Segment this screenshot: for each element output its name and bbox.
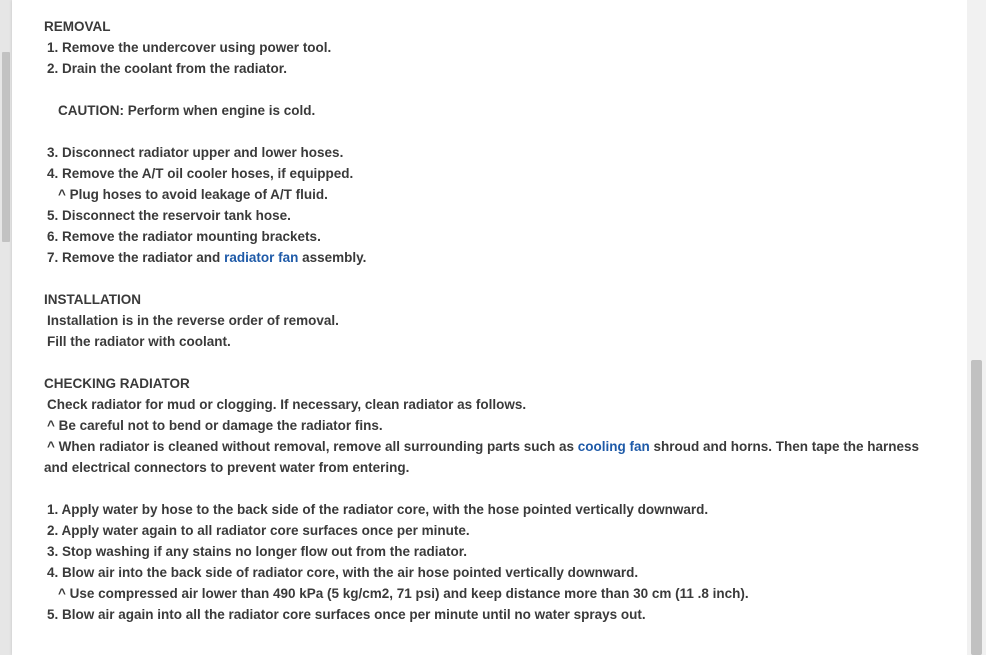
removal-step-7-text: 7. Remove the radiator and [47,250,225,265]
removal-step-3: 3. Disconnect radiator upper and lower hoses. [47,145,344,160]
checking-step-3: 3. Stop washing if any stains no longer flow out from the radiator. [47,544,468,559]
right-scrollbar-thumb[interactable] [971,360,982,655]
removal-step-6: 6. Remove the radiator mounting brackets. [47,229,321,244]
spacer [44,79,944,100]
service-procedure [44,16,944,625]
caution-note: CAUTION: Perform when engine is cold. [58,103,316,118]
checking-note-2-suffix: shroud and horns. Then tape the harness and electrical connectors to prevent water from entering. [44,439,920,475]
radiator-fan-link[interactable]: radiator fan [224,250,299,265]
removal-step-4-note: ^ Plug hoses to avoid leakage of A/T fluid. [58,187,328,202]
document-panel [12,0,967,655]
left-scrollbar-thumb[interactable] [2,52,10,242]
removal-step-7-suffix: assembly. [298,250,367,265]
checking-intro: Check radiator for mud or clogging. If necessary, clean radiator as follows. [47,397,527,412]
removal-step-2: 2. Drain the coolant from the radiator. [47,61,288,76]
checking-heading: CHECKING RADIATOR [44,376,190,391]
checking-step-4-note: ^ Use compressed air lower than 490 kPa (5 kg/cm2, 71 psi) and keep distance more than 30 cm (11 .8 inch). [58,586,749,601]
checking-note-2-text: ^ When radiator is cleaned without removal, remove all surrounding parts such as [47,439,578,454]
removal-step-7 [44,247,944,268]
cooling-fan-link[interactable]: cooling fan [577,439,650,454]
spacer [44,352,944,373]
checking-step-5: 5. Blow air again into all the radiator core surfaces once per minute until no water sprays out. [47,607,646,622]
installation-line-2: Fill the radiator with coolant. [47,334,231,349]
spacer [44,121,944,142]
removal-heading: REMOVAL [44,19,111,34]
checking-step-1: 1. Apply water by hose to the back side of the radiator core, with the hose pointed vertically downward. [47,502,709,517]
removal-step-4: 4. Remove the A/T oil cooler hoses, if equipped. [47,166,354,181]
checking-step-2: 2. Apply water again to all radiator core surfaces once per minute. [47,523,470,538]
checking-note-1: ^ Be careful not to bend or damage the radiator fins. [47,418,383,433]
checking-note-2 [44,436,944,478]
left-scrollbar[interactable] [0,0,12,655]
spacer [44,478,944,499]
right-scrollbar[interactable] [967,0,986,655]
removal-step-5: 5. Disconnect the reservoir tank hose. [47,208,291,223]
installation-heading: INSTALLATION [44,292,141,307]
installation-line-1: Installation is in the reverse order of removal. [47,313,339,328]
checking-step-4: 4. Blow air into the back side of radiator core, with the air hose pointed vertically downward. [47,565,639,580]
spacer [44,268,944,289]
removal-step-1: 1. Remove the undercover using power tool. [47,40,332,55]
